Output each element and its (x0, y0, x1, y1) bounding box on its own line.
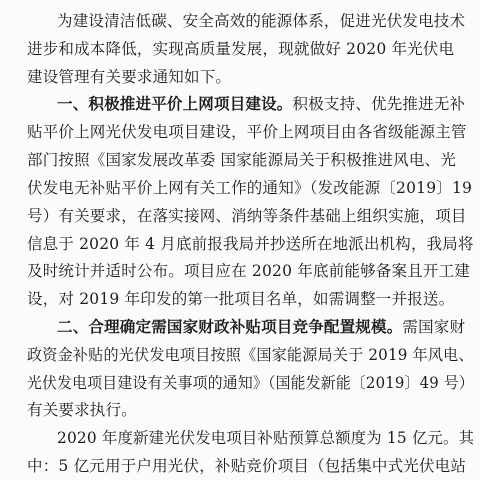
text-segment: 需国家财 (402, 318, 466, 336)
paragraph-line (27, 261, 470, 281)
text-segment: 积极支持、优先推进无补 (292, 95, 466, 113)
paragraph-line (27, 178, 472, 198)
paragraph-line (57, 11, 465, 31)
text-segment: 进步和成本降低，实现高质量发展，现就做好 2020 年光伏电 (27, 40, 455, 58)
text-segment: 中：5 亿元用于户用光伏，补贴竞价项目（包括集中式光伏电站 (27, 457, 467, 475)
paragraph-line (27, 456, 466, 476)
text-segment: 号）有关要求，在落实接网、消纳等条件基础上组织实施，项目 (27, 207, 467, 225)
section-heading: 二、合理确定需国家财政补贴项目竞争配置规模。 (57, 317, 403, 336)
paragraph-line (27, 122, 467, 142)
text-segment: 政资金补贴的光伏发电项目按照《国家能源局关于 2019 年风电、 (27, 346, 474, 364)
text-segment: 为建设清洁低碳、安全高效的能源体系，促进光伏发电技术 (57, 12, 466, 30)
text-segment: 及时统计并适时公布。项目应在 2020 年底前能够备案且开工建 (27, 262, 471, 280)
paragraph-line (27, 206, 467, 226)
paragraph-line (57, 94, 465, 114)
text-segment: 2020 年度新建光伏发电项目补贴预算总额度为 15 亿元。其 (57, 429, 475, 447)
paragraph-line (27, 150, 456, 170)
paragraph-line (27, 345, 474, 365)
paragraph-line (27, 400, 137, 420)
text-segment: 设，对 2019 年印发的第一批项目名单，如需调整一并报送。 (27, 290, 455, 308)
text-segment: 有关要求执行。 (27, 401, 137, 419)
paragraph-line (27, 67, 231, 87)
section-heading: 一、积极推进平价上网项目建设。 (57, 94, 293, 113)
paragraph-line (27, 234, 474, 254)
paragraph-line (57, 317, 465, 337)
paragraph-line (27, 289, 454, 309)
paragraph-line (27, 373, 474, 393)
text-segment: 信息于 2020 年 4 月底前报我局并抄送所在地派出机构，我局将 (27, 235, 474, 253)
text-segment: 伏发电无补贴平价上网有关工作的通知》（发改能源〔2019〕19 (27, 179, 473, 197)
text-segment: 建设管理有关要求通知如下。 (27, 68, 232, 86)
text-segment: 光伏发电项目建设有关事项的通知》（国能发新能〔2019〕49 号） (27, 374, 474, 392)
text-segment: 贴平价上网光伏发电项目建设，平价上网项目由各省级能源主管 (27, 123, 467, 141)
text-segment: 部门按照《国家发展改革委 国家能源局关于积极推进风电、光 (27, 151, 457, 169)
paragraph-line (27, 39, 454, 59)
paragraph-line (57, 428, 474, 448)
